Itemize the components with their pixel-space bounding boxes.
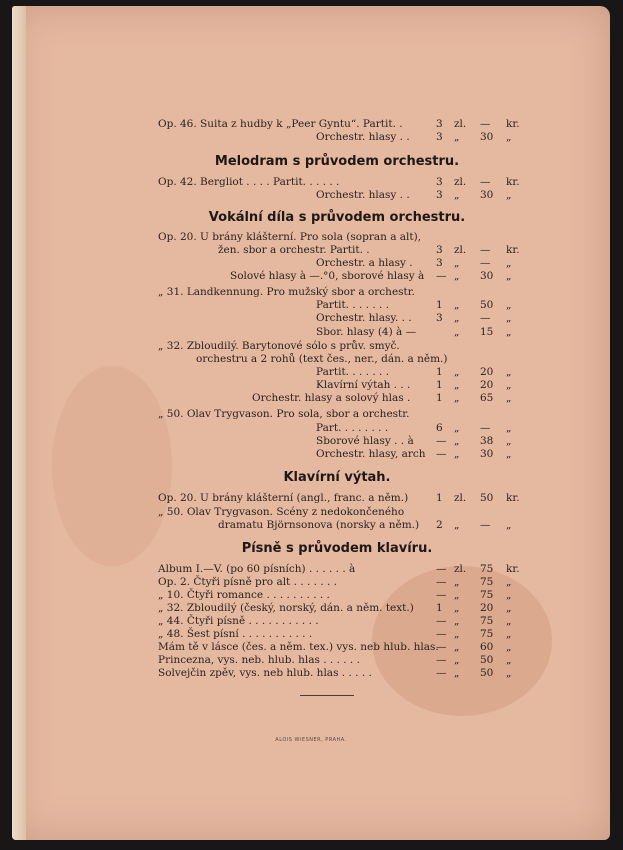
price-row	[158, 667, 518, 680]
unit-zl: „	[454, 576, 460, 588]
price-zl: 1	[436, 379, 443, 391]
price-row	[158, 448, 518, 461]
unit-kr: „	[506, 379, 512, 391]
item-label: Op. 20. U brány klášterní (angl., franc. a něm.)	[158, 492, 409, 504]
item-label: „ 32. Zbloudilý. Barytonové sólo s prův. smyč.	[158, 340, 400, 352]
price-row	[158, 286, 518, 299]
item-label: orchestru a 2 rohů (text čes., ner., dán. a něm.)	[196, 353, 448, 365]
price-kr: 30	[480, 270, 494, 282]
unit-kr: „	[506, 641, 512, 653]
unit-kr: „	[506, 366, 512, 378]
unit-zl: „	[454, 615, 460, 627]
price-kr: —	[480, 422, 491, 434]
unit-zl: „	[454, 392, 460, 404]
price-row	[158, 257, 518, 270]
item-label: Album I.—V. (po 60 písních) . . . . . . à	[158, 563, 356, 575]
price-row	[158, 326, 518, 339]
item-label: Sbor. hlasy (4) à —	[316, 326, 417, 338]
item-label: Op. 46. Suita z hudby k „Peer Gyntu“. Partit. .	[158, 118, 403, 130]
item-label: Orchestr. hlasy. . .	[316, 312, 412, 324]
item-label: „ 48. Šest písní . . . . . . . . . . .	[158, 628, 313, 640]
price-row	[158, 379, 518, 392]
unit-kr: kr.	[506, 118, 520, 130]
price-zl: 3	[436, 257, 443, 269]
unit-kr: „	[506, 654, 512, 666]
unit-kr: „	[506, 189, 512, 201]
catalog-page	[12, 6, 610, 840]
divider-rule	[300, 695, 354, 696]
price-row	[158, 602, 518, 615]
unit-kr: „	[506, 435, 512, 447]
unit-kr: „	[506, 270, 512, 282]
unit-kr: kr.	[506, 563, 520, 575]
item-label: Sborové hlasy . . à	[316, 435, 414, 447]
unit-zl: „	[454, 602, 460, 614]
item-label: Orchestr. a hlasy .	[316, 257, 413, 269]
section-heading: Vokální díla s průvodem orchestru.	[208, 210, 466, 225]
unit-kr: „	[506, 615, 512, 627]
price-row	[158, 408, 518, 421]
unit-zl: „	[454, 667, 460, 679]
price-kr: 30	[480, 448, 494, 460]
unit-zl: „	[454, 299, 460, 311]
item-label: Orchestr. hlasy . .	[316, 131, 410, 143]
unit-kr: kr.	[506, 492, 520, 504]
unit-kr: „	[506, 299, 512, 311]
price-row	[158, 340, 518, 353]
price-zl: 2	[436, 519, 443, 531]
price-kr: 65	[480, 392, 494, 404]
price-zl: 1	[436, 299, 443, 311]
unit-zl: „	[454, 131, 460, 143]
unit-zl: „	[454, 422, 460, 434]
unit-kr: „	[506, 519, 512, 531]
unit-zl: „	[454, 435, 460, 447]
item-label: Orchestr. hlasy, arch	[316, 448, 426, 460]
price-row	[158, 422, 518, 435]
price-zl: 3	[436, 118, 443, 130]
price-kr: —	[480, 519, 491, 531]
price-kr: 50	[480, 492, 494, 504]
price-kr: 60	[480, 641, 494, 653]
unit-zl: zl.	[454, 563, 467, 575]
price-kr: 50	[480, 299, 494, 311]
item-label: dramatu Björnsonova (norsky a něm.)	[218, 519, 420, 531]
unit-kr: kr.	[506, 244, 520, 256]
price-row	[158, 519, 518, 532]
unit-kr: „	[506, 422, 512, 434]
item-label: Solové hlasy à —.°0, sborové hlasy à	[230, 270, 425, 282]
price-row	[158, 131, 518, 144]
price-kr: 20	[480, 602, 494, 614]
unit-zl: „	[454, 366, 460, 378]
price-row	[158, 312, 518, 325]
price-kr: —	[480, 118, 491, 130]
price-zl: —	[436, 270, 447, 282]
price-zl: —	[436, 667, 447, 679]
unit-zl: zl.	[454, 176, 467, 188]
price-row	[158, 353, 518, 366]
price-zl: —	[436, 576, 447, 588]
printer-imprint: ALOIS WIESNER, PRAHA.	[275, 737, 347, 743]
item-label: Part. . . . . . . .	[316, 422, 389, 434]
unit-zl: „	[454, 654, 460, 666]
price-row	[158, 392, 518, 405]
price-row	[158, 506, 518, 519]
price-row	[158, 270, 518, 283]
price-kr: 75	[480, 563, 494, 575]
item-label: „ 44. Čtyři písně . . . . . . . . . . .	[158, 615, 319, 627]
price-row	[158, 118, 518, 131]
price-zl: —	[436, 448, 447, 460]
price-kr: 30	[480, 189, 494, 201]
price-zl: 3	[436, 176, 443, 188]
price-kr: 75	[480, 576, 494, 588]
unit-kr: „	[506, 602, 512, 614]
price-row	[158, 176, 518, 189]
unit-kr: „	[506, 667, 512, 679]
price-row	[158, 492, 518, 505]
price-kr: 50	[480, 654, 494, 666]
price-kr: 50	[480, 667, 494, 679]
price-kr: 75	[480, 628, 494, 640]
price-zl: 3	[436, 131, 443, 143]
section-heading: Melodram s průvodem orchestru.	[214, 154, 460, 169]
price-row	[158, 563, 518, 576]
price-row	[158, 576, 518, 589]
price-kr: —	[480, 244, 491, 256]
section-heading: Klavírní výtah.	[283, 470, 391, 485]
price-kr: 15	[480, 326, 494, 338]
item-label: Orchestr. hlasy . .	[316, 189, 410, 201]
price-row	[158, 589, 518, 602]
unit-kr: „	[506, 576, 512, 588]
price-zl: —	[436, 654, 447, 666]
unit-zl: zl.	[454, 244, 467, 256]
unit-zl: „	[454, 641, 460, 653]
unit-zl: zl.	[454, 492, 467, 504]
unit-kr: kr.	[506, 176, 520, 188]
price-zl: 6	[436, 422, 443, 434]
price-zl: —	[436, 435, 447, 447]
item-label: „ 50. Olav Trygvason. Pro sola, sbor a orchestr.	[158, 408, 410, 420]
unit-kr: „	[506, 131, 512, 143]
price-row	[158, 366, 518, 379]
unit-kr: „	[506, 312, 512, 324]
item-label: Partit. . . . . . .	[316, 366, 390, 378]
price-row	[158, 189, 518, 202]
unit-kr: „	[506, 392, 512, 404]
price-kr: 30	[480, 131, 494, 143]
unit-zl: zl.	[454, 118, 467, 130]
unit-kr: „	[506, 448, 512, 460]
price-kr: 75	[480, 615, 494, 627]
item-label: žen. sbor a orchestr. Partit. .	[218, 244, 370, 256]
price-kr: 20	[480, 366, 494, 378]
unit-zl: „	[454, 189, 460, 201]
item-label: Mám tě v lásce (čes. a něm. tex.) vys. neb hlub. hlas.	[158, 641, 439, 653]
unit-zl: „	[454, 519, 460, 531]
price-zl: —	[436, 563, 447, 575]
price-row	[158, 435, 518, 448]
price-zl: 3	[436, 312, 443, 324]
price-zl: 1	[436, 392, 443, 404]
unit-zl: „	[454, 628, 460, 640]
section-heading: Písně s průvodem klavíru.	[241, 541, 433, 556]
unit-kr: „	[506, 628, 512, 640]
catalog-content	[12, 6, 610, 840]
price-kr: —	[480, 176, 491, 188]
unit-kr: „	[506, 589, 512, 601]
unit-zl: „	[454, 448, 460, 460]
item-label: „ 10. Čtyři romance . . . . . . . . . .	[158, 589, 330, 601]
price-kr: —	[480, 312, 491, 324]
price-zl: 1	[436, 602, 443, 614]
item-label: Princezna, vys. neb. hlub. hlas . . . . . .	[158, 654, 360, 666]
item-label: „ 32. Zbloudilý (český, norský, dán. a něm. text.)	[158, 602, 414, 614]
unit-zl: „	[454, 270, 460, 282]
price-zl: 3	[436, 244, 443, 256]
item-label: Orchestr. hlasy a solový hlas .	[252, 392, 411, 404]
price-row	[158, 641, 518, 654]
price-row	[158, 628, 518, 641]
unit-zl: „	[454, 589, 460, 601]
item-label: Partit. . . . . . .	[316, 299, 390, 311]
price-kr: —	[480, 257, 491, 269]
price-kr: 38	[480, 435, 494, 447]
item-label: Op. 42. Bergliot . . . . Partit. . . . . .	[158, 176, 340, 188]
unit-zl: „	[454, 379, 460, 391]
price-zl: 1	[436, 492, 443, 504]
price-kr: 20	[480, 379, 494, 391]
item-label: „ 31. Landkennung. Pro mužský sbor a orchestr.	[158, 286, 415, 298]
price-zl: —	[436, 641, 447, 653]
price-zl: —	[436, 615, 447, 627]
item-label: „ 50. Olav Trygvason. Scény z nedokončeného	[158, 506, 405, 518]
price-kr: 75	[480, 589, 494, 601]
unit-zl: „	[454, 257, 460, 269]
price-row	[158, 244, 518, 257]
unit-zl: „	[454, 326, 460, 338]
price-zl: —	[436, 628, 447, 640]
price-zl: 3	[436, 189, 443, 201]
item-label: Op. 2. Čtyři písně pro alt . . . . . . .	[158, 576, 338, 588]
item-label: Op. 20. U brány klášterní. Pro sola (sopran a alt),	[158, 231, 422, 243]
item-label: Klavírní výtah . . .	[316, 379, 411, 391]
price-row	[158, 654, 518, 667]
unit-kr: „	[506, 326, 512, 338]
item-label: Solvejčin zpěv, vys. neb hlub. hlas . . . . .	[158, 667, 372, 679]
price-row	[158, 615, 518, 628]
price-zl: 1	[436, 366, 443, 378]
price-row	[158, 299, 518, 312]
unit-zl: „	[454, 312, 460, 324]
unit-kr: „	[506, 257, 512, 269]
price-row	[158, 231, 518, 244]
price-zl: —	[436, 589, 447, 601]
